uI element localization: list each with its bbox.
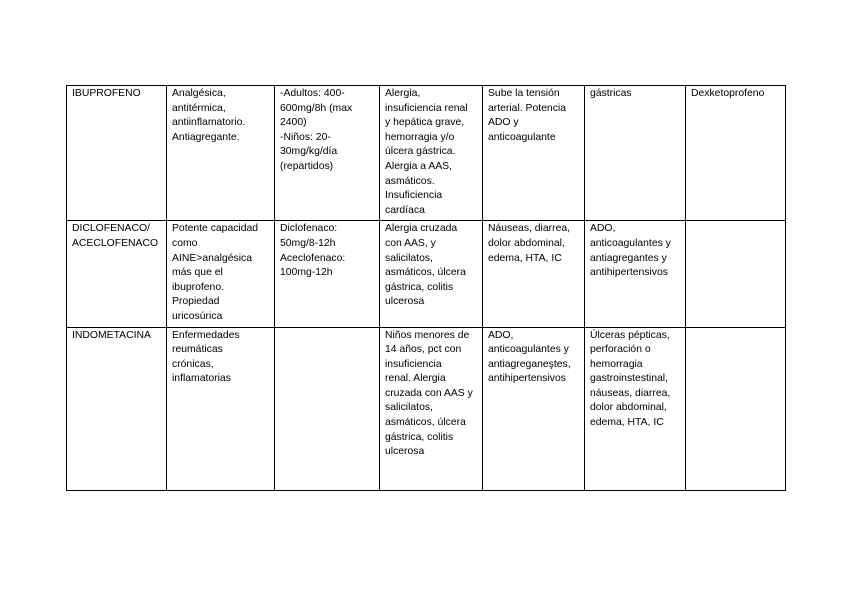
contraindications-cell — [380, 327, 483, 490]
dose-cell — [275, 221, 380, 327]
drug-name-cell — [67, 86, 167, 221]
drug-name: INDOMETACINA — [72, 329, 151, 341]
interactions-text: ADO, anticoagulantes y antiagreganeştes, antihipertensivos — [488, 329, 571, 385]
adverse-effects-cell — [585, 327, 686, 490]
interactions-text: Sube la tensión arterial. Potencia ADO y anticoagulante — [488, 88, 566, 143]
adverse-effects-text: ADO, anticoagulantes y antiagregantes y antihipertensivos — [590, 223, 671, 279]
interactions-cell — [483, 86, 585, 221]
dose-text: -Adultos: 400- 600mg/8h (max 2400) -Niños: 20- 30mg/kg/día (repartidos) — [280, 88, 353, 172]
adverse-effects-text: Úlceras pépticas, perforación o hemorragia gastroinstestinal, náuseas, diarrea, dolor abdominal, edema, HTA, IC — [590, 329, 671, 429]
drug-name: IBUPROFENO — [72, 88, 141, 99]
dose-cell — [275, 327, 380, 490]
interactions-cell — [483, 327, 585, 490]
alternative-text: Dexketoprofeno — [691, 88, 765, 99]
adverse-effects-text: gástricas — [590, 88, 632, 99]
table-row — [67, 221, 786, 327]
interactions-text: Náuseas, diarrea, dolor abdominal, edema, HTA, IC — [488, 223, 571, 264]
indications-cell — [167, 327, 275, 490]
interactions-cell — [483, 221, 585, 327]
contraindications-cell — [380, 86, 483, 221]
indications-cell — [167, 221, 275, 327]
contraindications-text: Alergia cruzada con AAS, y salicilatos, asmáticos, úlcera gástrica, colitis ulcerosa — [385, 223, 466, 308]
indications-text: Analgésica, antitérmica, antiinflamatorio. Antiagregante. — [172, 88, 246, 143]
indications-cell — [167, 86, 275, 221]
indications-text: Enfermedades reumáticas crónicas, inflamatorias — [172, 329, 240, 385]
drug-name: DICLOFENACO/ ACECLOFENACO — [72, 223, 159, 249]
alternative-cell — [686, 221, 786, 327]
adverse-effects-cell — [585, 86, 686, 221]
dose-text: Diclofenaco: 50mg/8-12h Aceclofenaco: 100mg-12h — [280, 223, 346, 279]
indications-text: Potente capacidad como AINE>analgésica más que el ibuprofeno. Propiedad uricosúrica — [172, 223, 259, 322]
dose-cell — [275, 86, 380, 221]
alternative-cell — [686, 327, 786, 490]
drug-name-cell — [67, 327, 167, 490]
contraindications-text: Niños menores de 14 años, pct con insuficiencia renal. Alergia cruzada con AAS y salicilatos, asmáticos, úlcera gástrica, colitis ulcerosa — [385, 329, 473, 458]
adverse-effects-cell — [585, 221, 686, 327]
table-row — [67, 86, 786, 221]
alternative-cell — [686, 86, 786, 221]
table-row — [67, 327, 786, 490]
drug-name-cell — [67, 221, 167, 327]
drug-table — [66, 85, 786, 491]
contraindications-text: Alergia, insuficiencia renal y hepática grave, hemorragia y/o úlcera gástrica. Alergia a AAS, asmáticos. Insuficiencia cardíaca — [385, 88, 468, 216]
contraindications-cell — [380, 221, 483, 327]
